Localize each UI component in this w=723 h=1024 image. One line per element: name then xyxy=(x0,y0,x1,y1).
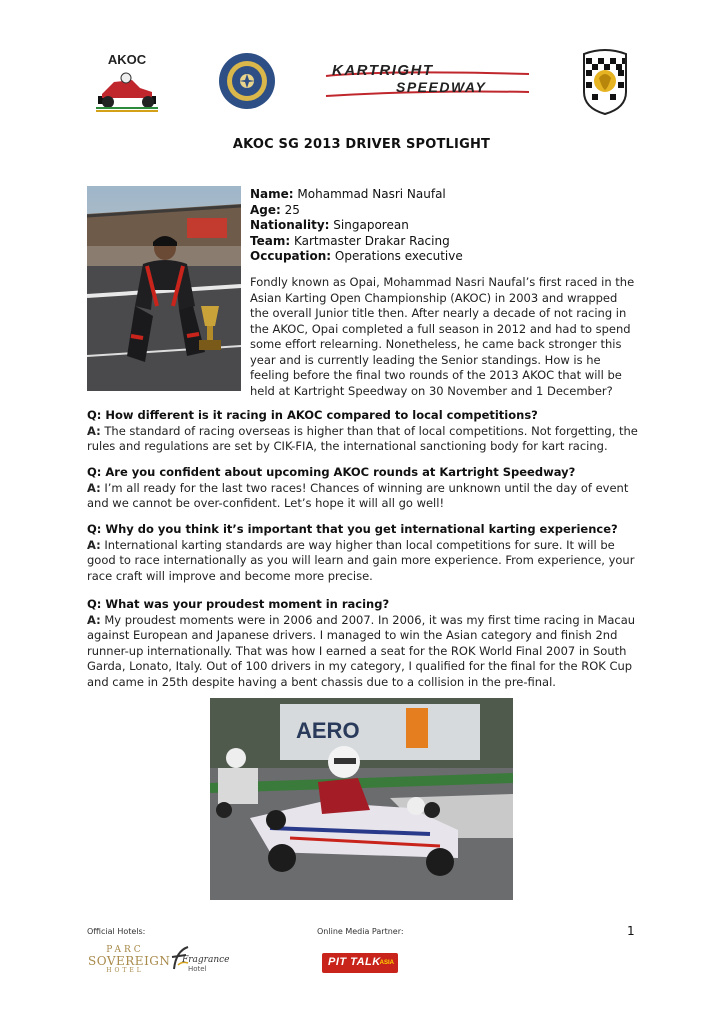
driver-name: Mohammad Nasri Naufal xyxy=(297,187,446,201)
question: Q: How different is it racing in AKOC compared to local competitions? xyxy=(87,408,538,422)
page-title: AKOC SG 2013 DRIVER SPOTLIGHT xyxy=(232,137,491,152)
qa-block-2 xyxy=(87,465,647,512)
motorsports-shield-icon xyxy=(580,48,630,116)
driver-nationality: Singaporean xyxy=(333,218,409,232)
answer: A: I’m all ready for the last two races! Chances of winning are unknown until the day of event and we cannot be over-confident. Let’s hope it will all go well! xyxy=(87,480,629,510)
answer: A: International karting standards are way higher than local competitions for sure. It will be good to race internationally as you will learn and gain more experience. From experience, your race craft will improve and become more precise. xyxy=(87,537,635,583)
profile-age-row: Age: 25 xyxy=(250,202,300,217)
fragrance-hotel-logo: Fragrance Hotel xyxy=(168,943,228,979)
driver-team: Kartmaster Drakar Racing xyxy=(293,233,450,248)
akoc-kart-icon xyxy=(92,52,162,116)
profile-name-row: Name: Mohammad Nasri Naufal xyxy=(250,187,446,201)
page-number: 1 xyxy=(627,924,635,938)
logo-row xyxy=(0,44,723,124)
official-hotels-label: Official Hotels: xyxy=(87,927,146,936)
championship-seal-icon xyxy=(218,52,276,110)
driver-portrait-image xyxy=(87,186,241,391)
question: Q: Are you confident about upcoming AKOC rounds at Kartright Speedway? xyxy=(87,465,576,479)
qa-block-3 xyxy=(87,522,647,584)
driver-profile xyxy=(250,187,650,265)
akoc-logo-text: AKOC xyxy=(107,52,147,67)
driver-occupation: Operations executive xyxy=(334,249,463,263)
kartright-speedway-logo xyxy=(324,62,534,100)
parc-sovereign-logo: PARC SOVEREIGN HOTEL xyxy=(88,945,171,974)
kartright-text: KARTRIGHT xyxy=(332,62,434,79)
profile-occupation-row: Occupation: Operations executive xyxy=(250,249,463,263)
question: Q: Why do you think it’s important that you get international karting experience? xyxy=(87,522,618,536)
qa-block-4 xyxy=(87,597,647,690)
profile-nationality-row: Nationality: Singaporean xyxy=(250,218,409,232)
akoc-logo xyxy=(92,52,162,116)
intro-paragraph: Fondly known as Opai, Mohammad Nasri Naufal’s first raced in the Asian Karting Open Championship (AKOC) in 2003 and wrapped the overall Junior title then. After nearly a decade of not racing in the AKOC, Opai completed a full season in 2012 and had to spend some effort relearning. Nonetheless, he came back stronger this year and is currently leading the Senior standings. How is he feeling before the final two rounds of the 2013 AKOC that will be held at Kartright Speedway on 30 November and 1 December? xyxy=(250,275,635,398)
online-media-partner-label: Online Media Partner: xyxy=(317,927,404,936)
pit-talk-asia-logo: PIT TALK ASIA xyxy=(322,953,398,973)
banner-text: AERO xyxy=(296,718,360,743)
kart-race-image xyxy=(210,698,513,900)
answer: A: My proudest moments were in 2006 and 2007. In 2006, it was my first time racing in Macau against European and Japanese drivers. I managed to win the Asian category and finish 2nd runner-up internationally. That was how I earned a seat for the ROK World Final 2007 in South Garda, Lonato, Italy. Out of 100 drivers in my category, I qualified for the final for the ROK Cup and came in 25th despite having a bent chassis due to a collision in the pre-final. xyxy=(87,612,636,689)
driver-age: 25 xyxy=(284,202,300,217)
qa-block-1 xyxy=(87,408,647,455)
racing-photo xyxy=(210,698,513,900)
question: Q: What was your proudest moment in racing? xyxy=(87,597,390,611)
profile-team-row: Team: Kartmaster Drakar Racing xyxy=(250,233,450,248)
answer: A: The standard of racing overseas is higher than that of local competitions. Not forgetting, the rules and regulations are set by CIK-FIA, the international sanctioning body for kart racing. xyxy=(87,423,638,453)
speedway-text: SPEEDWAY xyxy=(396,79,487,95)
driver-photo xyxy=(87,186,241,391)
